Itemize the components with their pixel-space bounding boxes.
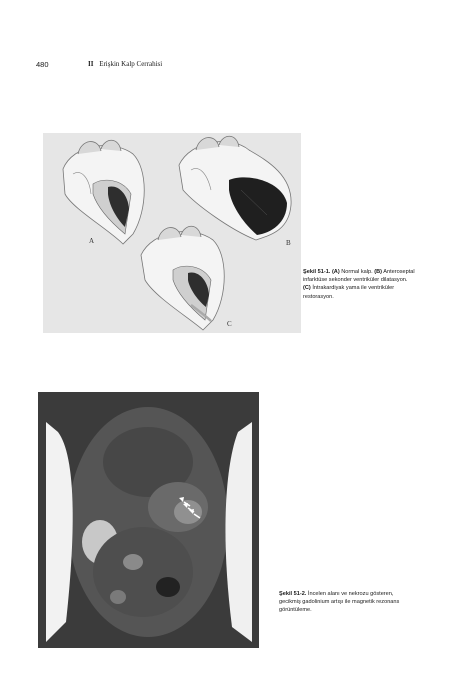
mri-scan [38, 392, 259, 648]
panel-label-c: C [227, 320, 232, 328]
caption-c-tag: (C) [303, 285, 311, 292]
running-head [88, 60, 162, 68]
caption-b-text: Anteroseptal infarktüse sekonder ventriküler dilatasyon. [303, 269, 415, 284]
page-number: 480 [36, 60, 49, 69]
heart-illustrations [43, 133, 301, 333]
heart-a-illustration [63, 140, 144, 244]
part-number: II [88, 60, 94, 68]
figure-2-text: İncelen alanı ve nekrozu gösteren, gecikmiş gadolinium artışı ile magnetik rezonans görüntüleme. [279, 591, 400, 614]
caption-a-tag: (A) [331, 269, 340, 275]
mri-image-figure [38, 392, 259, 648]
heart-illustration-figure [43, 133, 301, 333]
heart-b-illustration [179, 136, 291, 240]
caption-b-tag: (B) [374, 269, 382, 275]
caption-c-text: İntrakardiyak yama ile ventriküler restorasyon. [303, 285, 395, 300]
panel-label-a: A [89, 237, 95, 245]
figure-2-caption [279, 590, 415, 615]
figure-2-label: Şekil 51-2. [279, 591, 307, 597]
figure-1-label: Şekil 51-1. [303, 269, 331, 275]
heart-c-illustration [141, 226, 224, 330]
book-title: Erişkin Kalp Cerrahisi [99, 60, 163, 68]
caption-a-text: Normal kalp. [339, 269, 375, 275]
panel-label-b: B [286, 239, 291, 247]
figure-1-caption [303, 268, 415, 301]
